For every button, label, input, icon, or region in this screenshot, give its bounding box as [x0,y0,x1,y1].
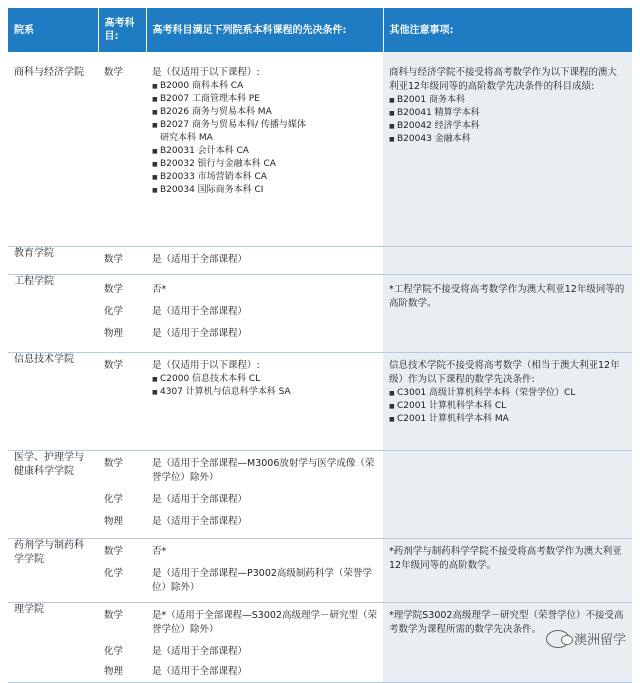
requirement-text: 是（适用于全部课程） [152,645,248,657]
subject-cell [98,602,146,682]
faculty-cell: 药剂学与制药科学学院 [8,538,98,602]
requirement-text: 是*（适用于全部课程—S3002高级理学－研究型（荣誉学位）除外） [152,609,377,635]
subject-text: 化学 [104,493,124,505]
list-item: ■ B20041 精算学本科 [389,107,626,120]
table-row [8,246,632,274]
subject-cell [98,538,146,602]
list-item: ■ B20031 会计本科 CA [152,145,377,158]
table-row [8,450,632,538]
requirement-cell: 是（适用于全部课程） [146,246,383,274]
note-cell: *工程学院不接受将高考数学作为澳大利亚12年级同等的高阶数学。 [383,274,632,352]
subject-text: 物理 [104,515,124,527]
note-cell [383,352,632,450]
list-item: ■ B2026 商务与贸易本科 MA [152,106,377,119]
requirement-text: 是（适用于全部课程） [152,305,248,317]
requirement-text: 是（适用于全部课程） [152,327,248,339]
list-item: ■ C2000 信息技术本科 CL [152,373,377,386]
requirement-text: 是（适用于全部课程） [152,665,248,677]
list-item: ■ B20034 国际商务本科 CI [152,184,377,197]
list-item: ■ B2007 工商管理本科 PE [152,93,377,106]
note-text: 信息技术学院不接受将高考数学（相当于澳大利亚12年级）作为以下课程的数学先决条件: [389,359,620,385]
subject-text: 化学 [104,567,124,579]
header-faculty: 院系 [8,8,98,52]
requirement-cell [146,352,383,450]
note-cell [383,246,632,274]
subject-text: 物理 [104,327,124,339]
requirement-cell [146,538,383,602]
faculty-cell: 教育学院 [8,246,98,274]
list-item: ■ B20033 市场营销本科 CA [152,171,377,184]
list-item: ■ B2001 商务本科 [389,94,626,107]
subject-text: 化学 [104,645,124,657]
list-item: ■ C3001 高级计算机科学本科（荣誉学位）CL [389,387,626,400]
course-list [152,80,377,197]
table-row [8,52,632,246]
requirement-cell [146,602,383,682]
requirement-text: 是（适用于全部课程—M3006放射学与医学成像（荣誉学位）除外） [152,457,375,483]
list-item: ■ B2000 商科本科 CA [152,80,377,93]
note-course-list [389,387,626,426]
requirement-cell [146,274,383,352]
subject-cell: 数学 [98,246,146,274]
list-item: ■ B2027 商务与贸易本科/ 传播与媒体研究本科 MA [152,119,310,145]
list-item: ■ B20042 经济学本科 [389,120,626,133]
subject-cell: 数学 [98,352,146,450]
subject-cell [98,450,146,538]
table-row [8,602,632,682]
note-cell [383,52,632,246]
watermark-text: 澳洲留学 [573,633,626,648]
faculty-cell: 商科与经济学院 [8,52,98,246]
requirement-text: 否* [152,545,167,557]
list-item: ■ B20032 银行与金融本科 CA [152,158,377,171]
faculty-cell: 理学院 [8,602,98,682]
subject-text: 数学 [104,457,124,469]
requirement-text: 是（适用于全部课程） [152,493,248,505]
requirements-table [8,8,633,683]
table-row [8,274,632,352]
note-cell: *理学院S3002高级理学－研究型（荣誉学位）不接受高考数学为课程所需的数学先决条件。 [383,602,632,682]
list-item: ■ C2001 计算机科学本科 MA [389,413,626,426]
subject-cell: 数学 [98,52,146,246]
requirement-text: 是（仅适用于以下课程）: [152,67,260,78]
header-subject: 高考科目: [98,8,146,52]
watermark [546,629,626,648]
table-row [8,352,632,450]
list-item: ■ B20043 金融本科 [389,133,626,146]
requirement-cell [146,52,383,246]
requirement-text: 是（仅适用于以下课程）: [152,359,260,371]
subject-text: 物理 [104,665,124,677]
note-cell: *药剂学与制药科学学院不接受将高考数学作为澳大利亚12年级同等的高阶数学。 [383,538,632,602]
faculty-cell: 工程学院 [8,274,98,352]
requirement-cell [146,450,383,538]
requirement-text: 是（适用于全部课程—P3002高级制药科学（荣誉学位）除外） [152,567,372,593]
wechat-icon [546,630,570,648]
header-notes: 其他注意事项: [383,8,632,52]
subject-text: 数学 [104,609,124,621]
note-course-list [389,94,626,146]
list-item: ■ C2001 计算机科学本科 CL [389,400,626,413]
list-item: ■ 4307 计算机与信息科学本科 SA [152,386,377,399]
subject-text: 数学 [104,283,124,295]
subject-text: 数学 [104,545,124,557]
faculty-cell: 信息技术学院 [8,352,98,450]
requirement-text: 是（适用于全部课程） [152,515,248,527]
course-list [152,373,377,399]
subject-cell [98,274,146,352]
header-requirement: 高考科目满足下列院系本科课程的先决条件: [146,8,383,52]
note-text: 商科与经济学院不接受将高考数学作为以下课程的澳大利亚12年级同等的高阶数学先决条件的科目成绩: [389,67,618,92]
requirement-text: 否* [152,283,167,295]
subject-text: 化学 [104,305,124,317]
table-row [8,538,632,602]
note-cell [383,450,632,538]
faculty-cell: 医学、护理学与健康科学学院 [8,450,98,538]
table-header-row [8,8,632,52]
